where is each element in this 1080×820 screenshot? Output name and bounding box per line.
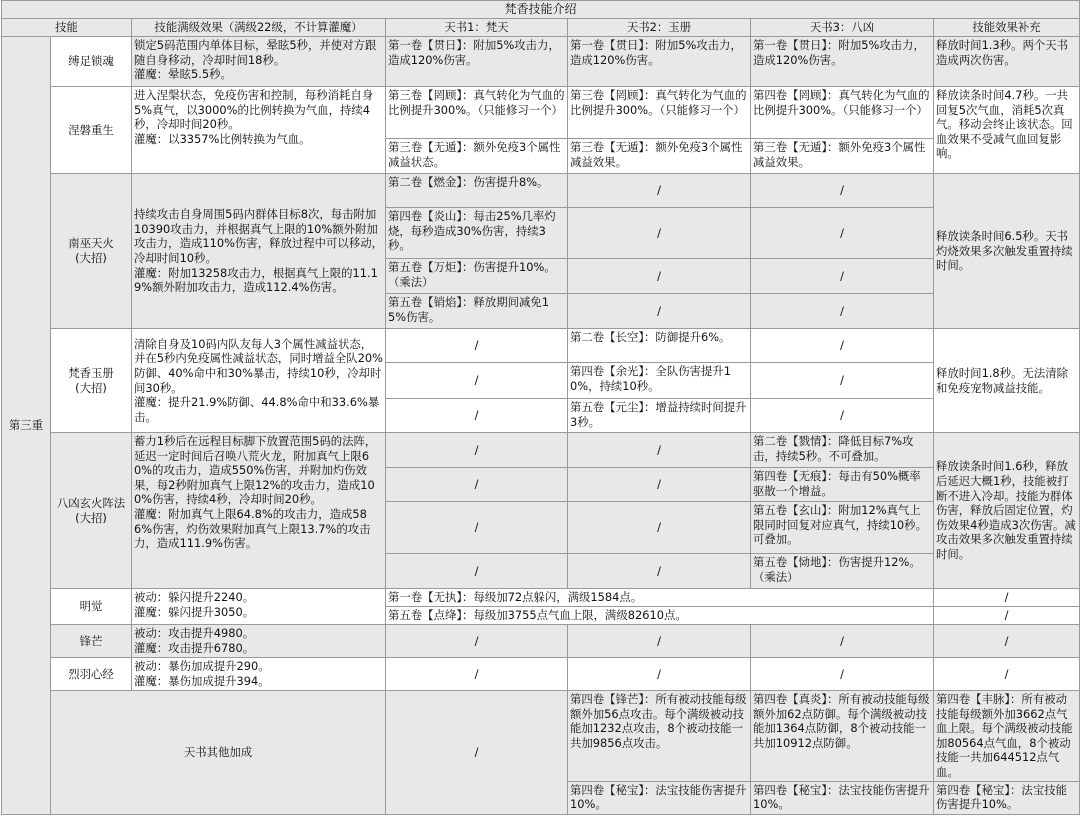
empty-cell: / [751,625,934,658]
book2-cell: 第四卷【真炎】：所有被动技能每级额外加62点防御。每个满级被动技能加1364点防御，8个被动技能一共加10912点防御。 [751,691,934,782]
empty-cell: / [386,399,568,433]
book3-cell: 第二卷【戮情】：降低目标7%攻击，持续5秒。不可叠加。 [751,433,934,468]
empty-cell: / [568,658,751,691]
table-row [2,691,1080,782]
book2-cell: 第三卷【罔顾】：真气转化为气血的比例提升300%。（只能修习一个） [568,87,751,139]
book2-cell: 第二卷【长空】：防御提升6%。 [568,329,751,363]
book1-cell: 第四卷【秘宝】：法宝技能伤害提升10%。 [568,781,751,814]
book3-cell: 第四卷【丰脉】：所有被动技能每级额外加3662点气血上限。每个满级被动技能加80564点气血，8个被动技能一共加644512点气血。 [934,691,1080,782]
other-bonus-name: 天书其他加成 [51,691,386,815]
skill-effect: 清除自身及10码内队友每人3个属性减益状态，并在5秒内免疫属性减益状态，同时增益全队20%防御、40%命中和30%暴击，持续10秒，冷却时间30秒。 灌魔：提升21.9%防御、44.8%命中和33.6%暴击。 [132,329,386,433]
stage-cell: 第三重 [2,37,51,815]
empty-cell: / [751,363,934,399]
book3-cell: 第四卷【秘宝】：法宝技能伤害提升10%。 [934,781,1080,814]
skill-table [1,0,1080,815]
empty-cell: / [568,294,751,329]
table-row [2,658,1080,691]
book3-cell: 第三卷【无遁】：额外免疫3个属性减益效果。 [751,139,934,174]
book3-cell: 第一卷【贯日】：附加5%攻击力，造成120%伤害。 [751,37,934,87]
empty-cell: / [386,502,568,554]
book1-cell: 第二卷【燃金】：伤害提升8%。 [386,174,568,208]
empty-cell: / [386,658,568,691]
empty-cell: / [751,208,934,259]
passive-bonus-cell: 第一卷【无执】：每级加72点躲闪，满级1584点。 [386,589,934,607]
book3-cell: 第五卷【恸地】：伤害提升12%。（乘法） [751,554,934,589]
empty-cell: / [934,607,1080,625]
table-row [2,87,1080,139]
empty-cell: / [568,502,751,554]
skill-name: 梵香玉册 (大招) [51,329,132,433]
extra-cell: 释放读条时间1.6秒，释放后延迟大概1秒，技能被打断不进入冷却。技能为群体伤害，释放后固定位置，灼伤效果4秒造成3次伤害。减攻击效果多次触发重置持续时间。 [934,433,1080,589]
skill-name: 锋芒 [51,625,132,658]
empty-cell: / [568,433,751,468]
empty-cell: / [386,363,568,399]
header-extra: 技能效果补充 [934,19,1080,37]
extra-cell: 释放读条时间4.7秒。一共回复5次气血，消耗5次真气。移动会终止该状态。回血效果不受减气血回复影响。 [934,87,1080,174]
skill-effect: 进入涅槃状态，免疫伤害和控制，每秒消耗自身5%真气，以3000%的比例转换为气血，持续4秒，冷却时间20秒。 灌魔：以3357%比例转换为气血。 [132,87,386,174]
skill-effect: 蓄力1秒后在远程目标脚下放置范围5码的法阵，延迟一定时间后召唤八荒火龙，附加真气上限60%的攻击力，造成550%伤害，并附加灼伤效果，每2秒附加真气上限12%的攻击力，造成100%伤害，持续4秒，冷却时间20秒。 灌魔：附加真气上限64.8%的攻击力，造成586%伤害，灼伤效果附加真气上限13.7%的攻击力，造成111.9%伤害。 [132,433,386,589]
skill-effect: 锁定5码范围内单体目标，晕眩5秒，并使对方跟随自身移动，冷却时间18秒。 灌魔：晕眩5.5秒。 [132,37,386,87]
empty-cell: / [386,329,568,363]
header-book1: 天书1：梵天 [386,19,568,37]
empty-cell: / [751,259,934,294]
empty-cell: / [751,174,934,208]
skill-name: 涅磐重生 [51,87,132,174]
book1-cell: 第五卷【销焰】：释放期间减免15%伤害。 [386,294,568,329]
header-book2: 天书2：玉册 [568,19,751,37]
empty-cell: / [568,259,751,294]
table-row [2,433,1080,468]
header-row [2,19,1080,37]
empty-cell: / [751,658,934,691]
book2-cell: 第三卷【无遁】：额外免疫3个属性减益效果。 [568,139,751,174]
book1-cell: 第四卷【炎山】：每击25%几率灼烧，每秒造成30%伤害，持续3秒。 [386,208,568,259]
empty-cell: / [568,625,751,658]
book1-cell: 第三卷【罔顾】：真气转化为气血的比例提升300%。（只能修习一个） [386,87,568,139]
skill-name: 八凶玄火阵法(大招) [51,433,132,589]
table-row [2,329,1080,363]
empty-cell: / [386,433,568,468]
empty-cell: / [386,468,568,502]
empty-cell: / [751,329,934,363]
skill-name: 南巫天火 (大招) [51,174,132,329]
skill-name: 明觉 [51,589,132,625]
book1-cell: 第三卷【无遁】：额外免疫3个属性减益状态。 [386,139,568,174]
skill-effect: 被动：暴伤加成提升290。 灌魔：暴伤加成提升394。 [132,658,386,691]
book3-cell: 第五卷【玄山】：附加12%真气上限同时回复对应真气，持续10秒。可叠加。 [751,502,934,554]
skill-effect: 被动：躲闪提升2240。 灌魔：躲闪提升3050。 [132,589,386,625]
header-effect: 技能满级效果（满级22级，不计算灌魔） [132,19,386,37]
empty-cell: / [751,399,934,433]
book1-cell: 第一卷【贯日】：附加5%攻击力，造成120%伤害。 [386,37,568,87]
empty-cell: / [568,468,751,502]
header-book3: 天书3：八凶 [751,19,934,37]
book3-cell: 第四卷【罔顾】：真气转化为气血的比例提升300%。（只能修习一个） [751,87,934,139]
empty-cell: / [568,554,751,589]
skill-effect: 被动：攻击提升4980。 灌魔：攻击提升6780。 [132,625,386,658]
empty-cell: / [568,208,751,259]
empty-cell: / [934,658,1080,691]
book2-cell: 第四卷【余光】：全队伤害提升10%，持续10秒。 [568,363,751,399]
empty-cell: / [751,294,934,329]
table-row [2,589,1080,607]
book1-cell: 第五卷【万炬】：伤害提升10%。（乘法） [386,259,568,294]
skill-name: 缚足锁魂 [51,37,132,87]
empty-cell: / [386,691,568,815]
table-row [2,174,1080,208]
book1-cell: 第四卷【锋芒】：所有被动技能每级额外加56点攻击。每个满级被动技能加1232点攻击，8个被动技能一共加9856点攻击。 [568,691,751,782]
table-row [2,625,1080,658]
skill-effect: 持续攻击自身周围5码内群体目标8次，每击附加10390攻击力，并根据真气上限的10%额外附加攻击力，造成110%伤害，释放过程中可以移动，冷却时间10秒。 灌魔：附加13258攻击力，根据真气上限的11.19%额外附加攻击力，造成112.4%伤害。 [132,174,386,329]
extra-cell: 释放读条时间6.5秒。天书灼烧效果多次触发重置持续时间。 [934,174,1080,329]
empty-cell: / [568,174,751,208]
table-title: 梵香技能介绍 [2,1,1080,19]
passive-bonus-cell: 第五卷【点绛】：每级加3755点气血上限，满级82610点。 [386,607,934,625]
extra-cell: 释放时间1.3秒。两个天书造成两次伤害。 [934,37,1080,87]
header-skill: 技能 [2,19,132,37]
skill-name: 烈羽心经 [51,658,132,691]
book2-cell: 第五卷【元尘】：增益持续时间提升3秒。 [568,399,751,433]
book2-cell: 第一卷【贯日】：附加5%攻击力，造成120%伤害。 [568,37,751,87]
empty-cell: / [386,625,568,658]
empty-cell: / [934,625,1080,658]
table-row [2,37,1080,87]
book3-cell: 第四卷【无痕】：每击有50%概率驱散一个增益。 [751,468,934,502]
empty-cell: / [934,589,1080,607]
empty-cell: / [386,554,568,589]
book2-cell: 第四卷【秘宝】：法宝技能伤害提升10%。 [751,781,934,814]
extra-cell: 释放时间1.8秒。无法清除和免疫宠物减益技能。 [934,329,1080,433]
